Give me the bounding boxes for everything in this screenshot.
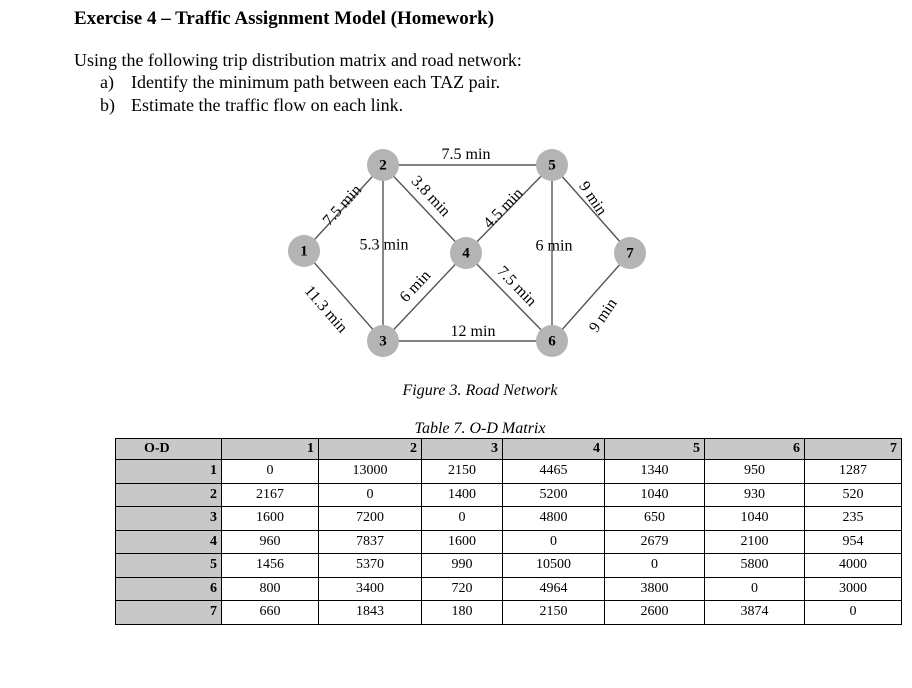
table-row (116, 601, 902, 625)
node-label-4: 4 (462, 245, 470, 262)
table-caption: Table 7. O-D Matrix (414, 420, 546, 437)
od-cell: 0 (222, 460, 319, 484)
od-cell: 0 (422, 507, 503, 531)
task-a-label: a) (100, 72, 114, 92)
od-cell: 0 (805, 601, 902, 625)
od-cell: 660 (222, 601, 319, 625)
od-col-header: 4 (503, 439, 605, 460)
od-cell: 2600 (605, 601, 705, 625)
node-label-1: 1 (300, 243, 308, 260)
od-row-header: 7 (116, 601, 222, 625)
link-label-6-7: 9 min (585, 295, 621, 336)
table-row (116, 577, 902, 601)
od-cell: 1600 (422, 530, 503, 554)
od-cell: 1843 (319, 601, 422, 625)
intro-text: Using the following trip distribution matrix and road network: (74, 50, 522, 70)
od-cell: 950 (705, 460, 805, 484)
od-cell: 720 (422, 577, 503, 601)
node-label-2: 2 (379, 157, 387, 174)
table-row (116, 483, 902, 507)
od-cell: 0 (705, 577, 805, 601)
od-cell: 10500 (503, 554, 605, 578)
od-cell: 2167 (222, 483, 319, 507)
table-row (116, 554, 902, 578)
node-6 (536, 325, 568, 357)
table-row (116, 460, 902, 484)
link-label-3-4: 6 min (396, 267, 435, 306)
od-col-header: 6 (705, 439, 805, 460)
od-cell: 1040 (705, 507, 805, 531)
od-cell: 13000 (319, 460, 422, 484)
od-cell: 1340 (605, 460, 705, 484)
node-3 (367, 325, 399, 357)
od-cell: 0 (319, 483, 422, 507)
od-row-header: 5 (116, 554, 222, 578)
od-cell: 4000 (805, 554, 902, 578)
od-cell: 3800 (605, 577, 705, 601)
od-cell: 2150 (503, 601, 605, 625)
od-cell: 960 (222, 530, 319, 554)
od-cell: 800 (222, 577, 319, 601)
link-label-4-5: 4.5 min (480, 184, 527, 232)
node-5 (536, 149, 568, 181)
node-label-6: 6 (548, 333, 556, 350)
od-col-header: 2 (319, 439, 422, 460)
od-col-header: 5 (605, 439, 705, 460)
od-cell: 4800 (503, 507, 605, 531)
figure-caption: Figure 3. Road Network (402, 382, 558, 399)
od-cell: 4465 (503, 460, 605, 484)
node-label-5: 5 (548, 157, 556, 174)
od-cell: 2100 (705, 530, 805, 554)
od-col-header: 3 (422, 439, 503, 460)
od-row-header: 3 (116, 507, 222, 531)
od-cell: 0 (605, 554, 705, 578)
link-label-3-6: 12 min (450, 323, 496, 340)
od-row-header: 2 (116, 483, 222, 507)
od-row-header: 6 (116, 577, 222, 601)
page-title: Exercise 4 – Traffic Assignment Model (Homework) (74, 8, 495, 29)
table-row (116, 530, 902, 554)
link-label-4-6: 7.5 min (493, 262, 540, 310)
node-label-3: 3 (379, 333, 387, 350)
od-cell: 2679 (605, 530, 705, 554)
od-row-header: 4 (116, 530, 222, 554)
od-cell: 180 (422, 601, 503, 625)
od-cell: 1400 (422, 483, 503, 507)
task-b-text: Estimate the traffic flow on each link. (131, 95, 404, 115)
node-1 (288, 235, 320, 267)
node-4 (450, 237, 482, 269)
od-cell: 1287 (805, 460, 902, 484)
task-b-label: b) (100, 95, 115, 115)
node-7 (614, 237, 646, 269)
od-cell: 3000 (805, 577, 902, 601)
od-cell: 3400 (319, 577, 422, 601)
od-cell: 7200 (319, 507, 422, 531)
node-label-7: 7 (626, 245, 634, 262)
od-corner-cell: O-D (116, 439, 222, 460)
od-cell: 1600 (222, 507, 319, 531)
od-cell: 7837 (319, 530, 422, 554)
od-cell: 5800 (705, 554, 805, 578)
od-cell: 1040 (605, 483, 705, 507)
link-label-2-3: 5.3 min (359, 236, 409, 254)
link-label-2-5: 7.5 min (441, 146, 491, 163)
od-cell: 650 (605, 507, 705, 531)
od-cell: 5370 (319, 554, 422, 578)
od-row-header: 1 (116, 460, 222, 484)
od-cell: 3874 (705, 601, 805, 625)
link-label-2-4: 3.8 min (407, 172, 454, 221)
od-cell: 2150 (422, 460, 503, 484)
od-cell: 1456 (222, 554, 319, 578)
od-col-header: 7 (805, 439, 902, 460)
task-a-text: Identify the minimum path between each TAZ pair. (131, 72, 501, 92)
od-cell: 5200 (503, 483, 605, 507)
od-header-row (116, 439, 902, 460)
link-label-1-3: 11.3 min (300, 282, 351, 337)
od-col-header: 1 (222, 439, 319, 460)
od-cell: 4964 (503, 577, 605, 601)
link-label-5-6: 6 min (535, 237, 573, 255)
link-label-5-7: 9 min (575, 178, 611, 219)
od-cell: 990 (422, 554, 503, 578)
od-cell: 954 (805, 530, 902, 554)
od-cell: 235 (805, 507, 902, 531)
table-row (116, 507, 902, 531)
od-cell: 520 (805, 483, 902, 507)
od-matrix-table (115, 438, 902, 625)
od-cell: 0 (503, 530, 605, 554)
link-label-1-2: 7.5 min (319, 181, 366, 230)
node-2 (367, 149, 399, 181)
od-cell: 930 (705, 483, 805, 507)
